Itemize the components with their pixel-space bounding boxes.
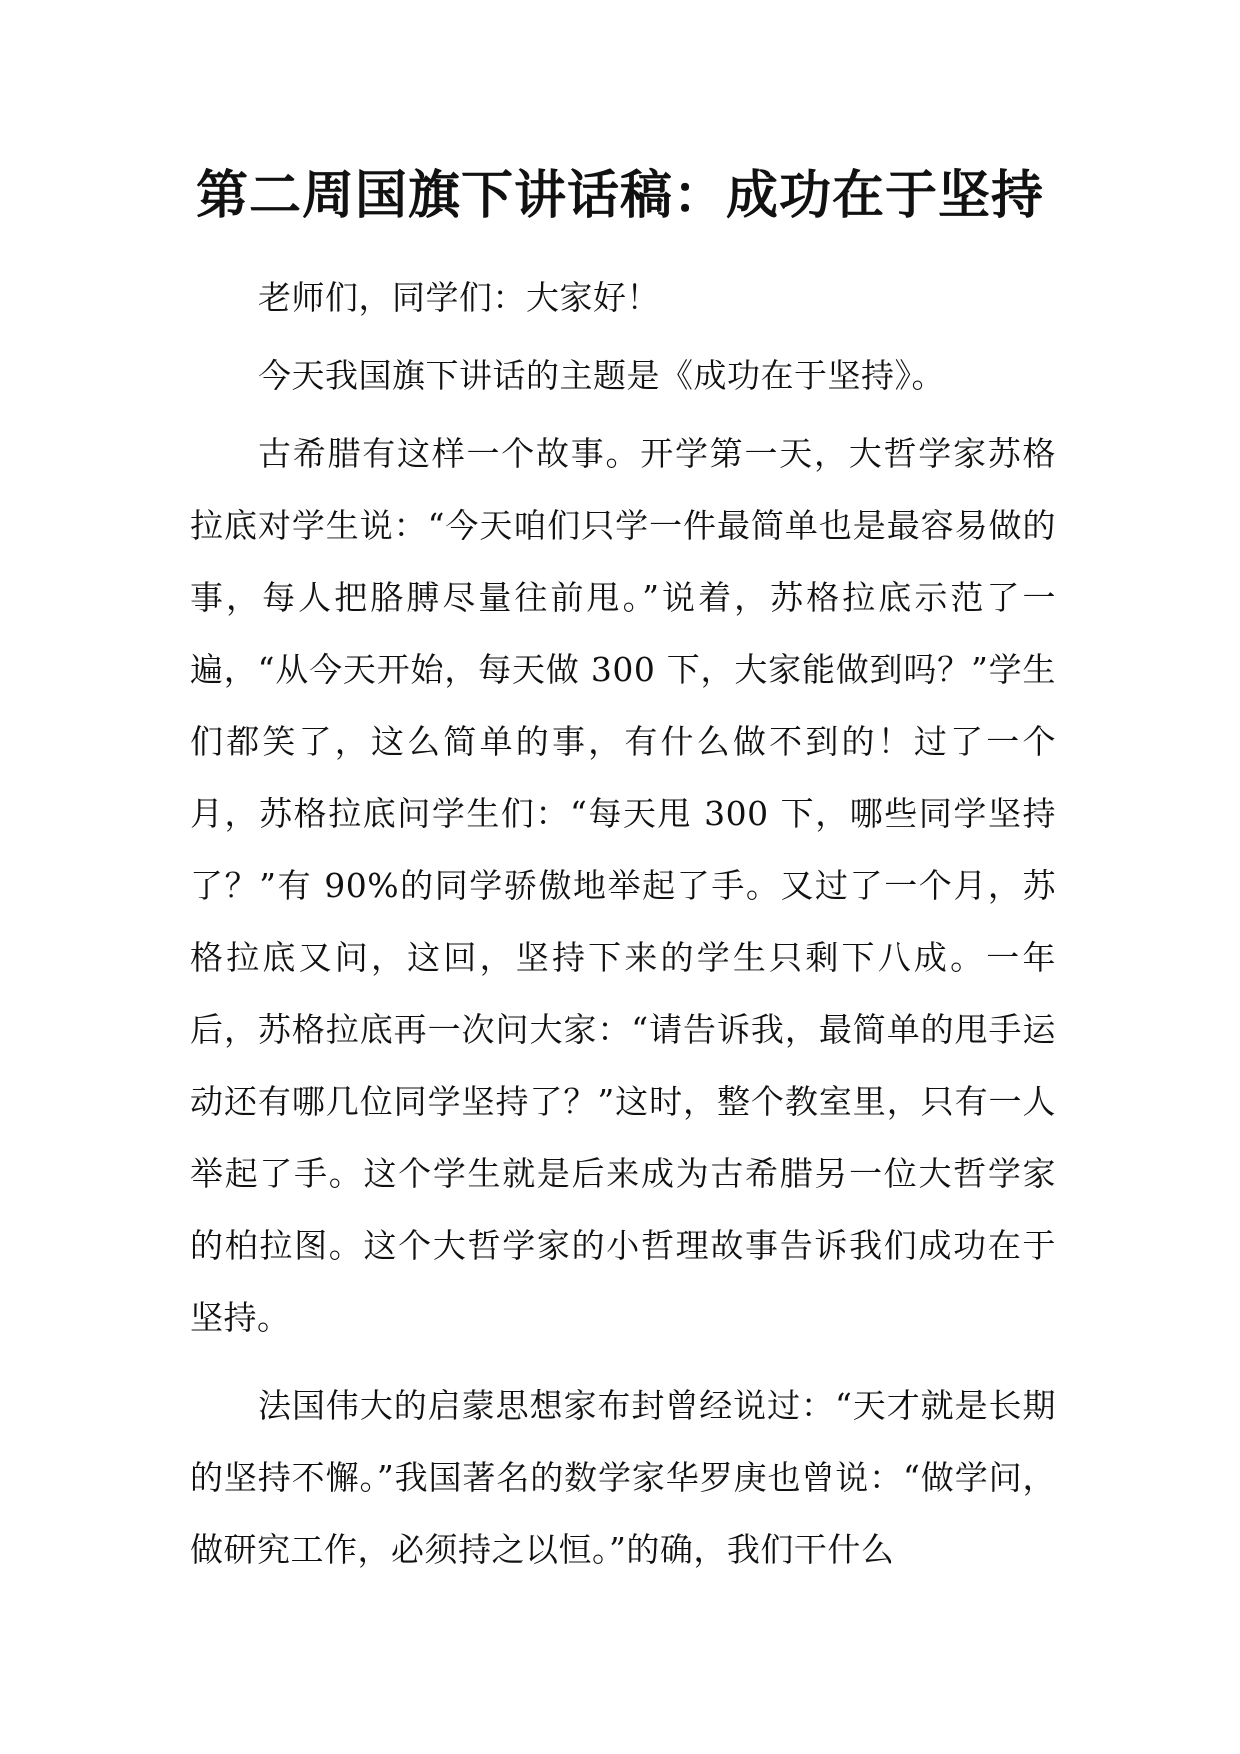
document-title: 第二周国旗下讲话稿：成功在于坚持 <box>195 166 1044 226</box>
paragraph-topic: 今天我国旗下讲话的主题是《成功在于坚持》。 <box>258 356 945 395</box>
document-body <box>190 262 1056 1602</box>
paragraph-story: 古希腊有这样一个故事。开学第一天，大哲学家苏格拉底对学生说：“今天咱们只学一件最简单也是最容易做的事，每人把胳膊尽量往前甩。”说着，苏格拉底示范了一遍，“从今天开始，每天做 300 下，大家能做到吗？”学生们都笑了，这么简单的事，有什么做不到的！过了一个月，苏格拉底问学生们：“每天甩 300 下，哪些同学坚持了？”有 90%的同学骄傲地举起了手。又过了一个月，苏格拉底又问，这回，坚持下来的学生只剩下八成。一年后，苏格拉底再一次问大家：“请告诉我，最简单的甩手运动还有哪几位同学坚持了？”这时，整个教室里，只有一人举起了手。这个学生就是后来成为古希腊另一位大哲学家的柏拉图。这个大哲学家的小哲理故事告诉我们成功在于坚持。 <box>190 434 1056 1337</box>
paragraph-greeting: 老师们，同学们：大家好！ <box>258 278 660 317</box>
paragraph-quotes: 法国伟大的启蒙思想家布封曾经说过：“天才就是长期的坚持不懈。”我国著名的数学家华罗庚也曾说：“做学问，做研究工作，必须持之以恒。”的确，我们干什么 <box>190 1386 1056 1569</box>
